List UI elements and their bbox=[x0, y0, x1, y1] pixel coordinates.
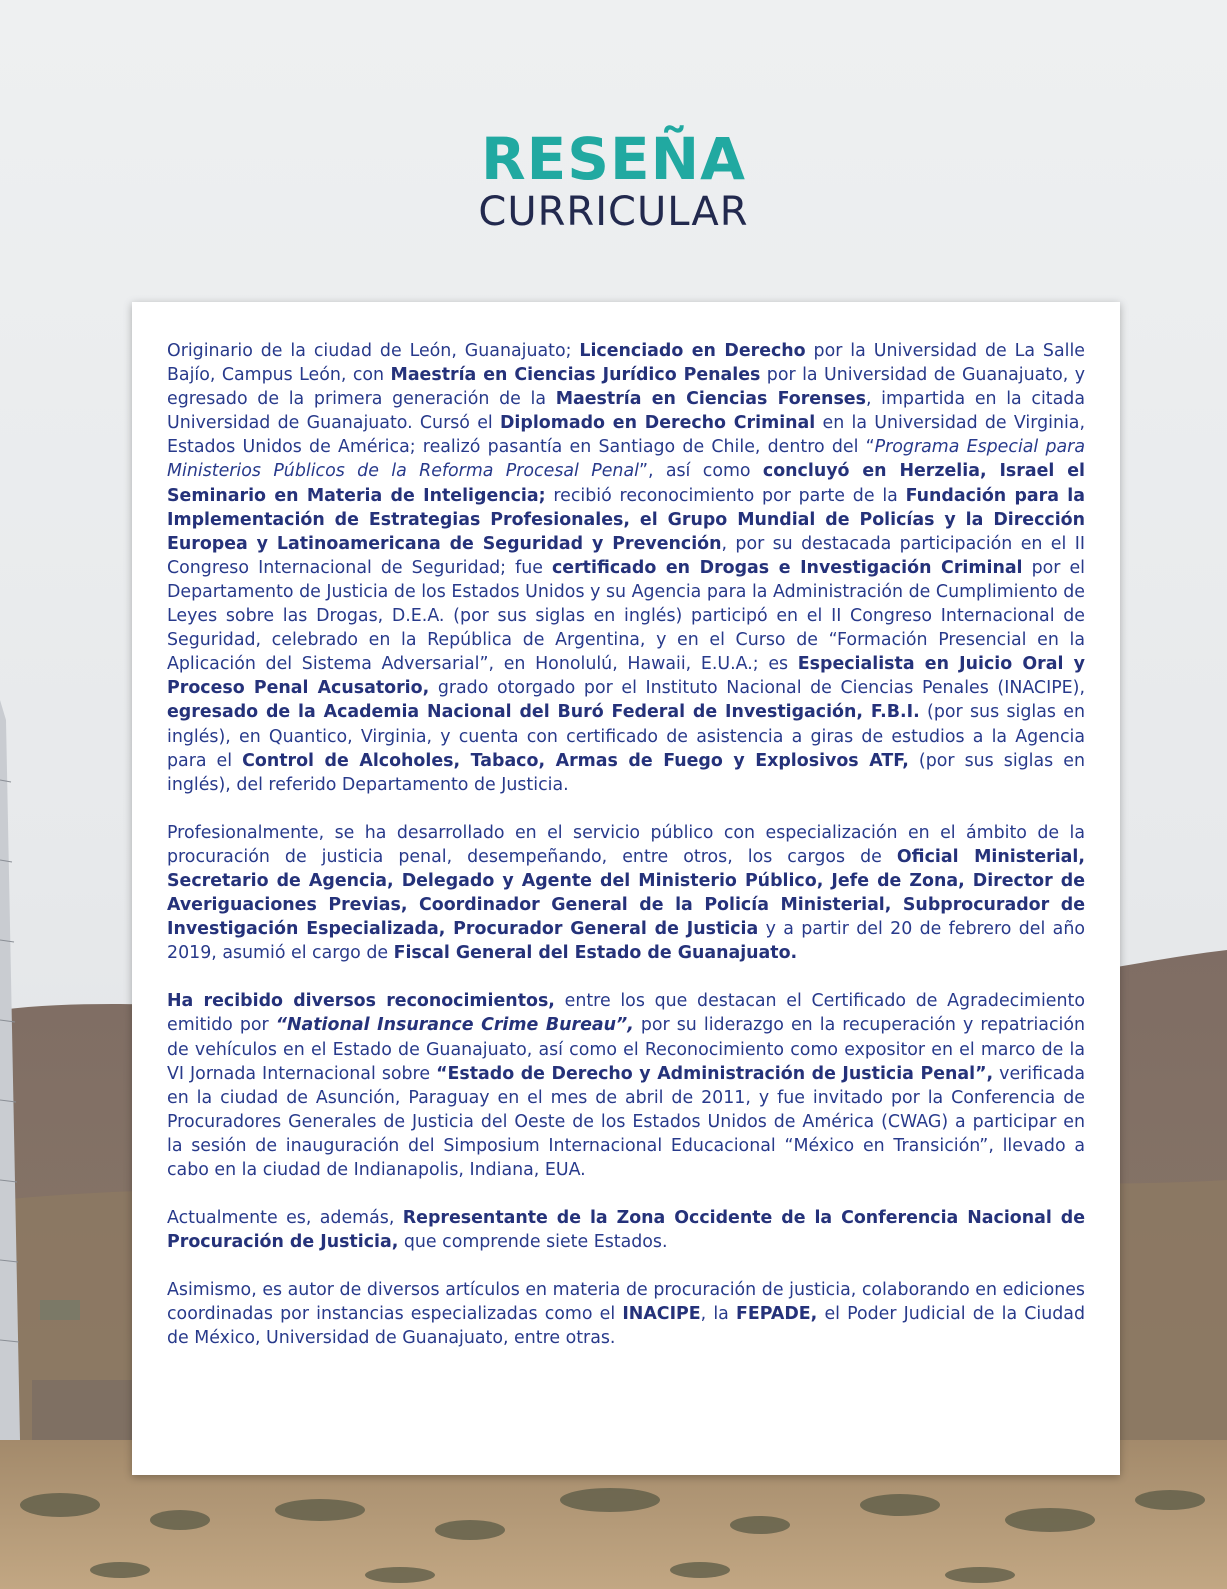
text-run: grado otorgado por el Instituto Nacional de Ciencias Penales (INACIPE), bbox=[429, 678, 1085, 699]
text-run: Asimismo, es autor de diversos artículos en materia de procuración de justicia, colaborando en ediciones coordinadas por instancias especializadas como el bbox=[167, 1280, 1085, 1325]
bio-paragraph bbox=[167, 1278, 1085, 1350]
bold-text-run: Maestría en Ciencias Jurídico Penales bbox=[390, 365, 761, 386]
title-block bbox=[0, 125, 1227, 235]
bio-paragraph bbox=[167, 1206, 1085, 1254]
bold-text-run: Diplomado en Derecho Criminal bbox=[500, 413, 816, 434]
bold-text-run: “Estado de Derecho y Administración de Justicia Penal”, bbox=[436, 1063, 994, 1084]
bold-text-run: Oficial Ministerial, Secretario de Agencia, Delegado y Agente del Ministerio Público, Jefe de Zona, Director de Averiguaciones Previas, Coordinador General de la Policía Ministerial, Subprocurador de Investigación Especializada, Procurador General de Justicia bbox=[167, 846, 1085, 940]
text-run: (por sus siglas en inglés), en Quantico, Virginia, y cuenta con certificado de asistencia a giras de estudios a la Agencia para el bbox=[167, 702, 1085, 771]
text-run: entre los que destacan el Certificado de Agradecimiento emitido por bbox=[167, 991, 1085, 1036]
text-run: en la Universidad de Virginia, Estados Unidos de América; realizó pasantía en Santiago de Chile, dentro del “ bbox=[167, 413, 1085, 458]
page-subtitle: CURRICULAR bbox=[478, 189, 749, 235]
bold-text-run: Fiscal General del Estado de Guanajuato. bbox=[393, 943, 798, 964]
text-run: Profesionalmente, se ha desarrollado en el servicio público con especialización en el ámbito de la procuración de justicia penal, desempeñando, entre otros, los cargos de bbox=[167, 822, 1085, 867]
text-run: por el Departamento de Justicia de los Estados Unidos y su Agencia para la Administración de Cumplimiento de Leyes sobre las Drogas, D.E.A. (por sus siglas en inglés) participó en el II Congreso Internacional de Seguridad, celebrado en la República de Argentina, y en el Curso de “Formación Presencial en la Aplicación del Sistema Adversarial”, en Honolulú, Hawaii, E.U.A.; es bbox=[167, 557, 1086, 675]
bold-text-run: Representante de la Zona Occidente de la Conferencia Nacional de Procuración de Justicia, bbox=[167, 1208, 1085, 1253]
text-run: ”, así como bbox=[638, 461, 763, 482]
text-run: por la Universidad de La Salle Bajío, Campus León, con bbox=[167, 341, 1085, 386]
bold-text-run: Maestría en Ciencias Forenses bbox=[555, 389, 866, 410]
text-run: , la bbox=[700, 1304, 736, 1325]
text-run: y a partir del 20 de febrero del año 2019, asumió el cargo de bbox=[167, 919, 1085, 964]
bio-paragraph bbox=[167, 821, 1085, 966]
page-title: RESEÑA bbox=[480, 125, 747, 193]
bold-text-run: Fundación para la Implementación de Estrategias Profesionales, el Grupo Mundial de Policías y la Dirección Europea y Latinoamericana de Seguridad y Prevención bbox=[167, 485, 1085, 554]
bold-text-run bbox=[276, 1015, 634, 1035]
bio-paragraph bbox=[167, 989, 1085, 1182]
content-card bbox=[132, 302, 1120, 1475]
bold-text-run: Ha recibido diversos reconocimientos, bbox=[167, 991, 555, 1012]
text-run: por la Universidad de Guanajuato, y egresado de la primera generación de la bbox=[167, 365, 1085, 410]
italic-text-run: Programa Especial para Ministerios Públicos de la Reforma Procesal Penal bbox=[167, 437, 1085, 482]
text-run: por su liderazgo en la recuperación y repatriación de vehículos en el Estado de Guanajuato, así como el Reconocimiento como expositor en el marco de la VI Jornada Internacional sobre bbox=[167, 1015, 1086, 1084]
bold-text-run: Control de Alcoholes, Tabaco, Armas de Fuego y Explosivos ATF, bbox=[242, 750, 909, 771]
bold-text-run: certificado en Drogas e Investigación Criminal bbox=[552, 557, 1023, 578]
text-run: “National Insurance Crime Bureau”, bbox=[275, 1015, 634, 1036]
text-run: , impartida en la citada Universidad de Guanajuato. Cursó el bbox=[167, 389, 1085, 434]
text-run: , por su destacada participación en el II Congreso Internacional de Seguridad; fue bbox=[167, 533, 1085, 578]
text-run: verificada en la ciudad de Asunción, Paraguay en el mes de abril de 2011, y fue invitado por la Conferencia de Procuradores Generales de Justicia del Oeste de los Estados Unidos de América (CWAG) a participar en la sesión de inauguración del Simposium Internacional Educacional “México en Transición”, llevado a cabo en la ciudad de Indianapolis, Indiana, EUA. bbox=[167, 1063, 1085, 1180]
text-run: recibió reconocimiento por parte de la bbox=[545, 485, 906, 506]
bold-text-run: FEPADE, bbox=[736, 1304, 818, 1325]
text-run: que comprende siete Estados. bbox=[398, 1232, 668, 1253]
bold-text-run: egresado de la Academia Nacional del Buró Federal de Investigación, F.B.I. bbox=[167, 702, 920, 723]
bold-text-run: Especialista en Juicio Oral y Proceso Penal Acusatorio, bbox=[167, 654, 1085, 699]
bold-text-run: Licenciado en Derecho bbox=[579, 341, 806, 361]
text-run: Actualmente es, además, bbox=[167, 1208, 403, 1229]
bio-paragraph bbox=[167, 339, 1085, 797]
text-run: Originario de la ciudad de León, Guanajuato; bbox=[167, 341, 580, 361]
bold-text-run: INACIPE bbox=[622, 1304, 701, 1325]
biography-text bbox=[167, 339, 1085, 1375]
bold-text-run: concluyó en Herzelia, Israel el Seminario en Materia de Inteligencia; bbox=[167, 461, 1085, 506]
text-run: el Poder Judicial de la Ciudad de México, Universidad de Guanajuato, entre otras. bbox=[167, 1304, 1085, 1349]
text-run: (por sus siglas en inglés), del referido Departamento de Justicia. bbox=[167, 750, 1085, 795]
